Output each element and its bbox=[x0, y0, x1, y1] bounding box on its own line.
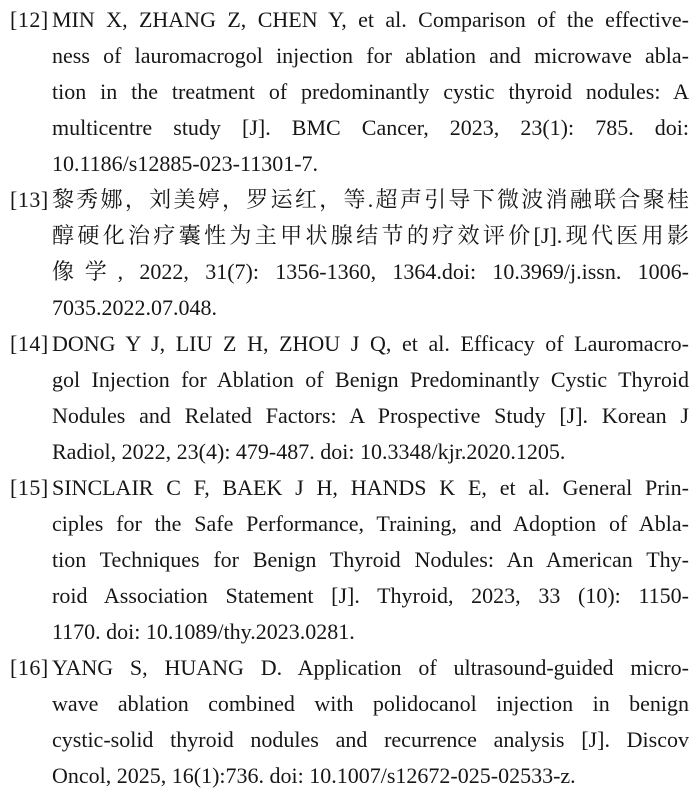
reference-number: [13] bbox=[10, 187, 49, 212]
reference-line: tion Techniques for Benign Thyroid Nodules: An American Thy- bbox=[52, 547, 689, 572]
reference-entry-13 bbox=[0, 182, 697, 326]
reference-line: DONG Y J, LIU Z H, ZHOU J Q, et al. Efficacy of Lauromacro- bbox=[52, 331, 689, 356]
reference-line: Oncol, 2025, 16(1):736. doi: 10.1007/s12672-025-02533-z. bbox=[52, 763, 576, 788]
reference-line: cystic-solid thyroid nodules and recurrence analysis [J]. Discov bbox=[52, 727, 689, 752]
reference-line: Nodules and Related Factors: A Prospective Study [J]. Korean J bbox=[52, 403, 689, 428]
reference-entry-12 bbox=[0, 2, 697, 182]
reference-entry-16 bbox=[0, 650, 697, 794]
reference-line: roid Association Statement [J]. Thyroid, 2023, 33 (10): 1150- bbox=[52, 583, 689, 608]
reference-line: ciples for the Safe Performance, Training, and Adoption of Abla- bbox=[52, 511, 689, 536]
reference-entry-14 bbox=[0, 326, 697, 470]
reference-body bbox=[52, 326, 697, 470]
reference-line: MIN X, ZHANG Z, CHEN Y, et al. Comparison of the effective- bbox=[52, 7, 689, 32]
reference-line: wave ablation combined with polidocanol injection in benign bbox=[52, 691, 689, 716]
reference-line: SINCLAIR C F, BAEK J H, HANDS K E, et al. General Prin- bbox=[52, 475, 689, 500]
reference-line: gol Injection for Ablation of Benign Predominantly Cystic Thyroid bbox=[52, 367, 689, 392]
reference-line: 醇硬化治疗囊性为主甲状腺结节的疗效评价[J].现代医用影 bbox=[52, 223, 689, 248]
reference-body bbox=[52, 650, 697, 794]
reference-number: [16] bbox=[10, 655, 49, 680]
reference-line: 1170. doi: 10.1089/thy.2023.0281. bbox=[52, 619, 355, 644]
reference-body bbox=[52, 182, 697, 326]
reference-line: 黎秀娜，刘美婷，罗运红，等.超声引导下微波消融联合聚桂 bbox=[52, 187, 689, 212]
reference-line: tion in the treatment of predominantly cystic thyroid nodules: A bbox=[52, 79, 689, 104]
reference-line: 像学, 2022, 31(7): 1356-1360, 1364.doi: 10.3969/j.issn. 1006- bbox=[52, 259, 689, 284]
reference-line: YANG S, HUANG D. Application of ultrasound-guided micro- bbox=[52, 655, 689, 680]
reference-body bbox=[52, 2, 697, 182]
reference-line: 7035.2022.07.048. bbox=[52, 295, 217, 320]
reference-line: Radiol, 2022, 23(4): 479-487. doi: 10.3348/kjr.2020.1205. bbox=[52, 439, 566, 464]
reference-line: ness of lauromacrogol injection for ablation and microwave abla- bbox=[52, 43, 689, 68]
reference-number: [14] bbox=[10, 331, 49, 356]
reference-number: [15] bbox=[10, 475, 49, 500]
reference-line: 10.1186/s12885-023-11301-7. bbox=[52, 151, 319, 176]
reference-line: multicentre study [J]. BMC Cancer, 2023, 23(1): 785. doi: bbox=[52, 115, 689, 140]
reference-entry-15 bbox=[0, 470, 697, 650]
reference-body bbox=[52, 470, 697, 650]
reference-number: [12] bbox=[10, 7, 49, 32]
